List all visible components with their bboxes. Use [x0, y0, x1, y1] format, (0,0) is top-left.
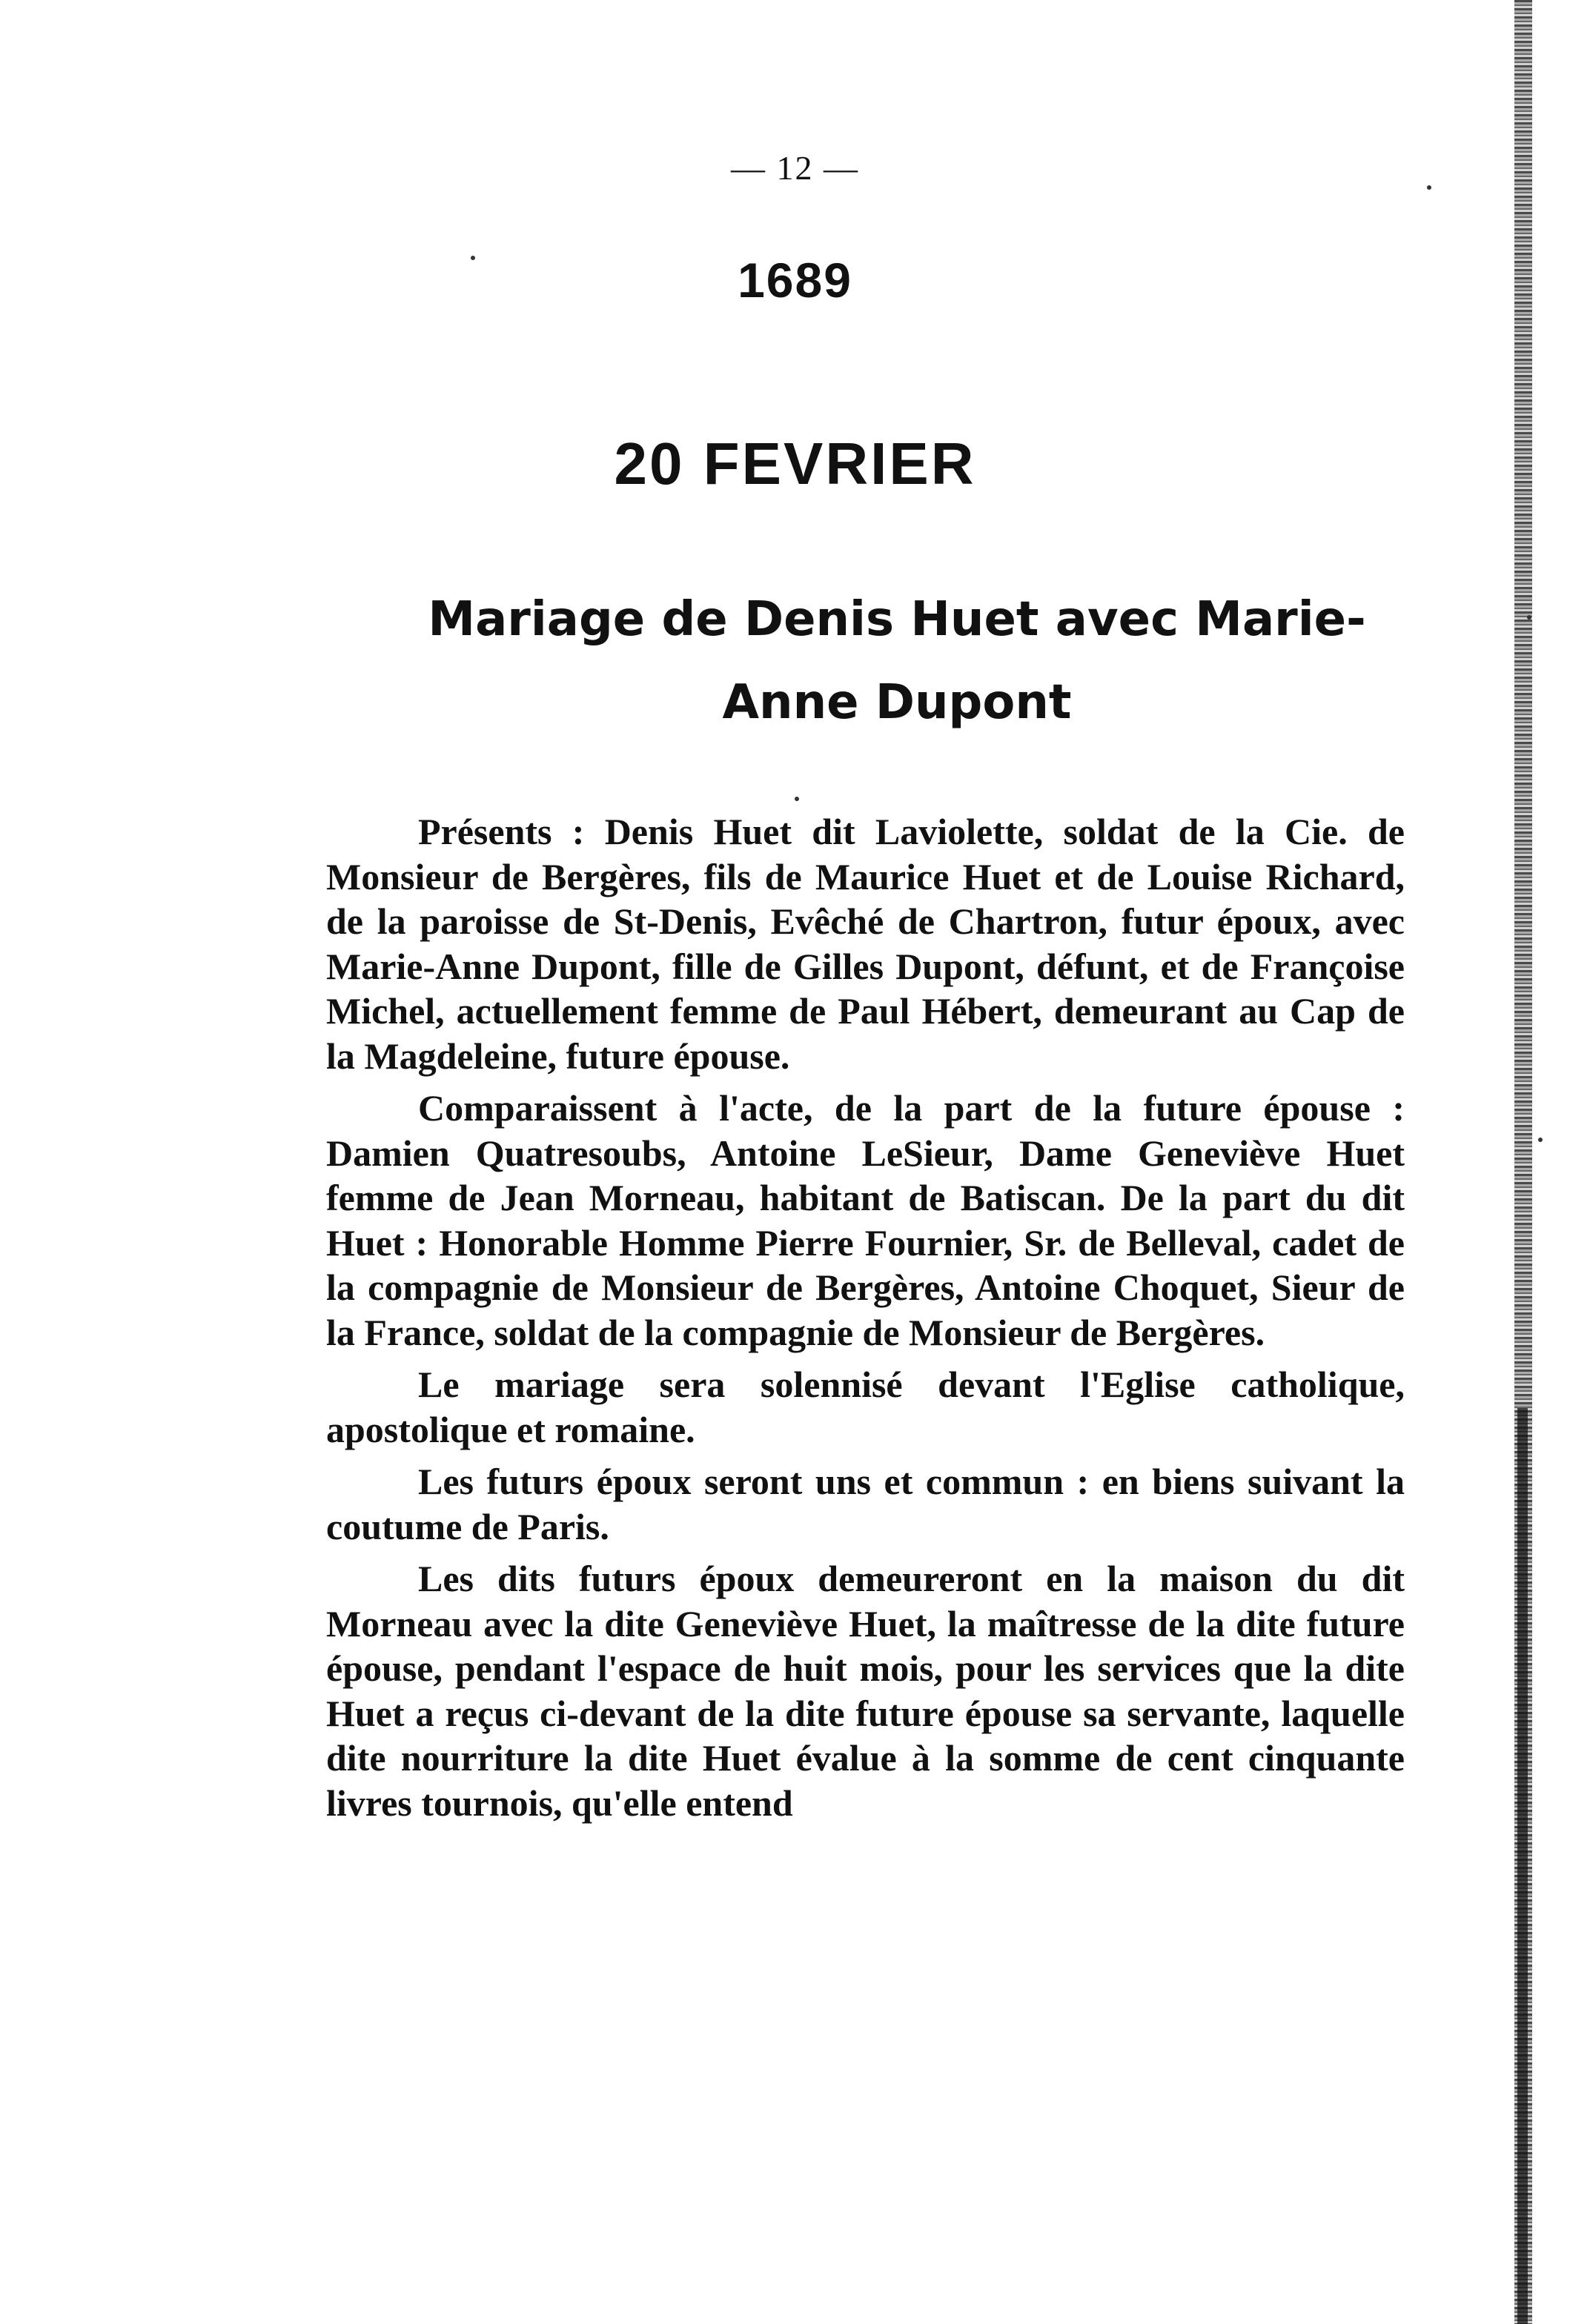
paragraph-comparaissent: Comparaissent à l'acte, de la part de la future épouse : Damien Quatresoubs, Antoine LeSieur, Dame Geneviève Huet femme de Jean Morneau, habitant de Batiscan. De la part du dit Huet : Honorable Homme Pierre Fournier, Sr. de Belleval, cadet de la compagnie de Monsieur de Bergères, Antoine Choquet, Sieur de la France, soldat de la compagnie de Monsieur de Bergères.	[326, 1087, 1405, 1353]
paragraph-communaute: Les futurs époux seront uns et commun : en biens suivant la coutume de Paris.	[326, 1461, 1405, 1547]
year-heading: 1689	[738, 253, 852, 308]
scan-speck	[1527, 615, 1531, 620]
paragraph-demeure: Les dits futurs époux demeureront en la maison du dit Morneau avec la dite Geneviève Huet, la maîtresse de la dite future épouse, pendant l'espace de huit mois, pour les services que la dite Huet a reçus ci-devant de la dite future épouse sa servante, laquelle dite nourriture la dite Huet évalue à la somme de cent cinquante livres tournois, qu'elle entend	[326, 1558, 1405, 1824]
scan-speck	[1538, 1138, 1543, 1142]
paragraph-mariage: Le mariage sera solennisé devant l'Eglise catholique, apostolique et romaine.	[326, 1364, 1405, 1450]
scan-speck	[471, 256, 475, 260]
date-heading: 20 FEVRIER	[614, 431, 976, 497]
scan-speck	[795, 797, 799, 801]
scanned-page-edge-shadow	[1517, 1408, 1528, 2324]
paragraph-presents: Présents : Denis Huet dit Laviolette, soldat de la Cie. de Monsieur de Bergères, fils de Maurice Huet et de Louise Richard, de la paroisse de St-Denis, Evêché de Chartron, futur époux, avec Marie-Anne Dupont, fille de Gilles Dupont, défunt, et de Françoise Michel, actuellement femme de Paul Hébert, demeurant au Cap de la Magdeleine, future épouse.	[326, 811, 1405, 1077]
document-body	[326, 809, 1405, 1833]
document-title: Mariage de Denis Huet avec Marie-Anne Dupont	[428, 592, 1366, 730]
scan-speck	[1427, 185, 1431, 190]
page-number: — 12 —	[731, 149, 859, 187]
